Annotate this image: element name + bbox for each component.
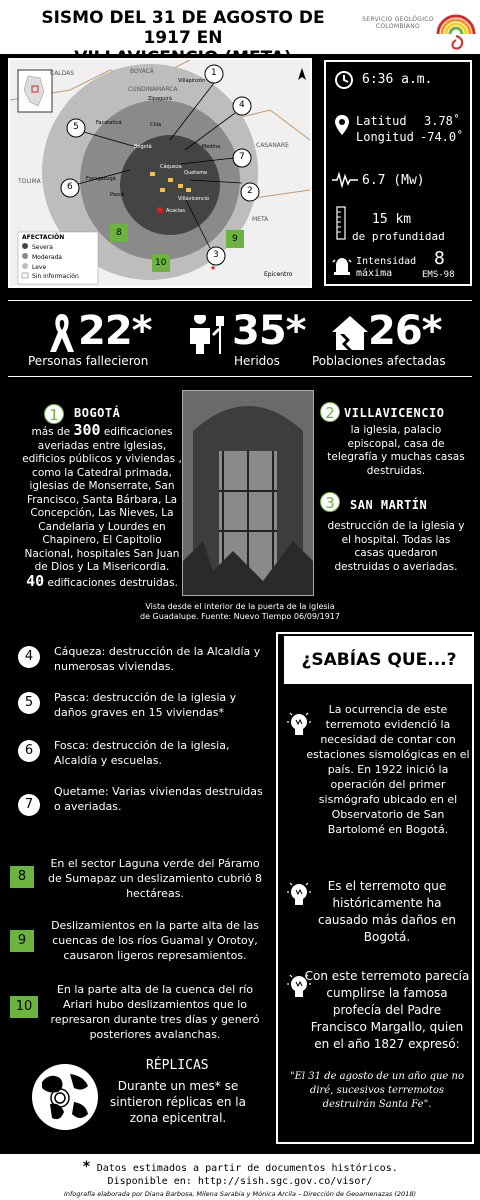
list-number-10: 10 [10,996,38,1018]
list-item-9: Deslizamientos en la parte alta de las cuencas de los ríos Guamal y Orotoy, causaron ligeros represamientos. [51,919,259,962]
map-label-medina: Medina [202,144,221,150]
intensity-value: 8 [434,248,445,269]
clock-icon [334,70,354,90]
photo-caption: Vista desde el interior de la puerta de la iglesia de Guadalupe. Fuente: Nuevo Tiempo 06/09/1917 [140,602,340,621]
city-number-2: 2 [320,402,340,422]
bogota-text-c: edificaciones destruidas. [47,576,178,589]
footer-line-1: Datos estimados a partir de documentos históricos. [96,1163,398,1174]
map-label-pasca: Pasca [110,192,125,198]
intensity-label-2: máxima [356,268,393,279]
intensity-scale: EMS-98 [422,270,455,280]
city-villavicencio-text: la iglesia, palacio episcopal, casa de telegrafía y muchas casas destruidas. [327,424,465,477]
logo-text: SERVICIO GEOLÓGICO COLOMBIANO [362,16,434,30]
church-ruins-image [183,391,313,595]
map-label-tolima: TOLIMA [18,178,41,185]
map-graphic [10,60,310,286]
margallo-quote: "El 31 de agosto de un año que no diré, sucesivos terremotos destruirán Santa Fe". [290,1071,464,1110]
magnitude: 6.7 (Mw) [362,173,425,188]
city-number-1: 1 [44,404,64,424]
stat-deaths-label: Personas fallecieron [28,354,149,368]
map-marker-1: 1 [211,68,217,78]
stat-towns-label: Poblaciones afectadas [312,354,446,368]
lightbulb-icon [286,880,312,910]
map-label-acacias: Acacías [166,208,185,214]
list-item-6: Fosca: destrucción de la iglesia, Alcaldía y escuelas. [54,739,230,767]
map-label-caqueza: Cáqueza [160,164,182,170]
longitude-label: Longitud [356,130,414,144]
alarm-bell-icon [332,256,352,278]
list-number-7: 7 [18,794,40,816]
depth-value: 15 km [372,212,412,227]
map-marker-5: 5 [73,122,79,132]
epicenter-marker [157,207,163,213]
quake-time: 6:36 a.m. [362,72,433,87]
legend-title: AFECTACIÓN [22,234,65,241]
map-label-fusagasuga: Fusagasugá [86,176,116,182]
map-label-caldas: CALDAS [50,70,75,77]
map-marker-9: 9 [232,234,238,244]
house-icon [330,314,370,352]
depth-label: de profundidad [352,230,445,243]
map-label-villavicencio: Villavicencio [178,196,210,202]
map-label-chia: Chía [150,122,162,128]
map-label-facatativa: Facatativá [96,120,122,126]
city-bogota-name: BOGOTÁ [74,406,121,420]
quake-info-box [324,60,472,286]
map-marker-10: 10 [155,258,167,268]
city-bogota-text [22,421,182,590]
list-item-7: Quetame: Varias viviendas destruidas o averiadas. [54,785,263,813]
footer-link[interactable]: Disponible en: http://sish.sgc.gov.co/visor/ [107,1176,373,1187]
map-marker-3: 3 [213,250,219,260]
list-number-9: 9 [10,930,34,952]
city-number-3: 3 [320,492,340,512]
header-bar [0,0,480,54]
list-number-5: 5 [18,692,40,714]
did-you-know-title: ¿SABÍAS QUE...? [284,636,474,684]
bogota-count-a: 300 [73,421,101,439]
legend-leve: Leve [32,264,47,271]
map-label-zipaquira: Zipaquirá [148,96,172,102]
stat-deaths-number: 22* [78,308,152,354]
title-line-1: SISMO DEL 31 DE AGOSTO DE 1917 EN [41,8,325,48]
map-marker-4: 4 [239,100,245,110]
city-villavicencio-name: VILLAVICENCIO [344,406,445,420]
legend-sin-info: Sin información [32,273,79,280]
longitude-value: -74.0˚ [420,130,464,144]
seismograph-icon [332,172,358,188]
list-item-8: En el sector Laguna verde del Páramo de Sumapaz un deslizamiento cubrió 8 hectáreas. [47,857,263,900]
footer [0,1154,480,1200]
intensity-map [8,58,312,288]
did-you-know-1: La ocurrencia de este terremoto evidenció la necesidad de contar con estaciones sismológicas en el país. En 1922 inició la operación del primer sismógrafo ubicado en el Observatorio de San Bartolomé en Bogotá. [306,703,470,836]
list-number-8: 8 [10,866,34,888]
legend-severa: Severa [32,244,53,251]
location-pin-icon [334,114,350,136]
footer-credits: Infografía elaborada por Diana Barbosa, Milena Sarabia y Mónica Arcila – Dirección de Geoamenazas (2018) [63,1190,416,1198]
list-item-4: Cáqueza: destrucción de la Alcaldía y numerosas viviendas. [54,645,261,673]
stat-injured-number: 35* [232,308,306,354]
bogota-count-b: 40 [26,571,45,590]
did-you-know-2: Es el terremoto que históricamente ha causado más daños en Bogotá. [317,879,457,944]
list-item-5: Pasca: destrucción de la iglesia y daños graves en 15 viviendas* [54,691,237,719]
latitude-value: 3.78˚ [424,114,461,128]
list-item-10: En la parte alta de la cuenca del río Ariari hubo deslizamientos que lo represaron durante tres días y generó posteriores avalanchas. [50,983,260,1041]
map-label-boyaca: BOYACÁ [130,68,154,75]
globe-replicas-icon [30,1062,100,1132]
ruler-icon [336,206,346,240]
injured-icon [186,310,226,356]
legend-epicentro: Epicentro [264,271,293,278]
map-label-bogota: Bogotá [134,144,152,150]
intensity-label-1: Intensidad [356,256,417,267]
replicas-text: Durante un mes* se sintieron réplicas en la zona epicentral. [110,1079,246,1125]
map-label-meta: META [252,216,269,223]
map-marker-7: 7 [239,152,245,162]
latitude-label: Latitud [356,114,407,128]
svg-text:★: ★ [210,264,217,272]
bogota-text-b: edificaciones averiadas entre iglesias, edificios públicos y viviendas , como la Catedral primada, iglesias de Monserrate, San Francisco, Santa Bárbara, La Concepción, Las Nieves, La Candelaria y Lourdes en Chapinero, El Capitolio Nacional, hospitales San Juan de Dios y La Misericordia. [22,426,182,573]
list-number-6: 6 [18,740,40,762]
map-marker-2: 2 [247,186,253,196]
map-label-cundinamarca: CUNDINAMARCA [128,86,178,93]
map-label-casanare: CASANARE [256,142,289,149]
city-sanmartin-name: SAN MARTÍN [350,498,428,512]
bogota-text-a: más de [31,426,71,438]
list-number-4: 4 [18,646,40,668]
replicas-title: RÉPLICAS [146,1058,209,1073]
map-label-quetame: Quetame [184,170,208,176]
stats-bottom-divider [8,376,472,377]
ribbon-icon [48,312,76,354]
map-label-villapinzon: Villapinzón [178,78,206,84]
stats-top-divider [8,300,472,301]
did-you-know-3: Con este terremoto parecía cumplirse la famosa profecía del Padre Francisco Margallo, quien en el año 1827 expresó: [304,969,470,1051]
map-marker-8: 8 [116,228,122,238]
legend-moderada: Moderada [32,254,62,261]
footer-note: * Datos estimados a partir de documentos históricos. [82,1159,398,1175]
stat-injured-label: Heridos [234,354,280,368]
city-sanmartin-text: destrucción de la iglesia y el hospital. Todas las casas quedaron destruidas o averiadas. [327,520,465,573]
map-marker-6: 6 [67,182,73,192]
church-photo [182,390,314,596]
stat-towns-number: 26* [368,308,442,354]
